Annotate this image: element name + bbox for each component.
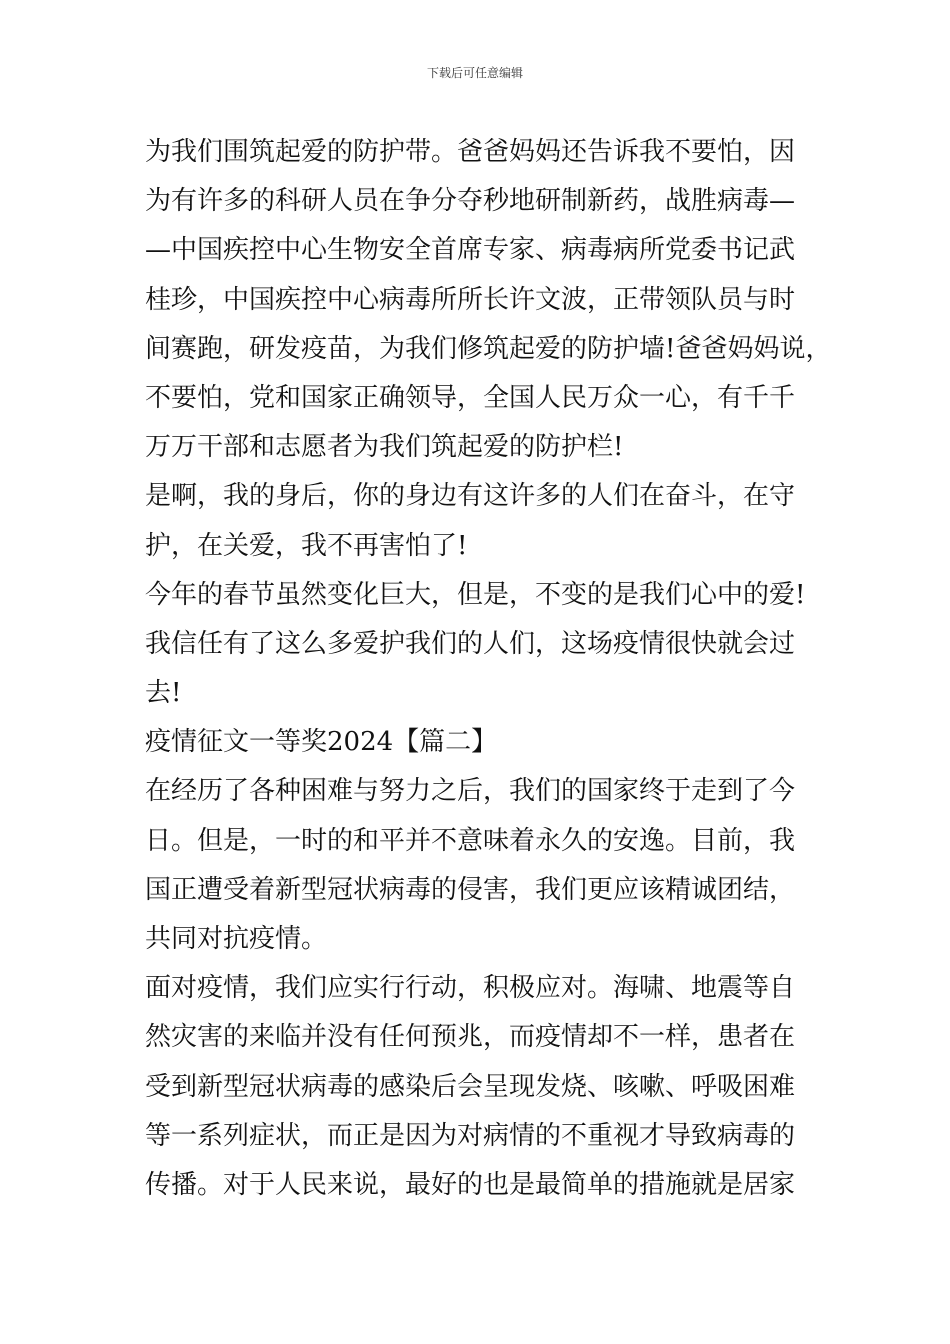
text-line: 共同对抗疫情。: [145, 924, 328, 954]
text-line: 我信任有了这么多爱护我们的人们，这场疫情很快就会过: [145, 628, 796, 659]
page-header: 下载后可任意编辑: [426, 66, 523, 80]
text-line: 桂珍，中国疾控中心病毒所所长许文波，正带领队员与时: [145, 284, 796, 315]
text-line: 今年的春节虽然变化巨大，但是，不变的是我们心中的爱!: [145, 579, 806, 610]
text-line: 国正遭受着新型冠状病毒的侵害，我们更应该精诚团结，: [145, 874, 796, 905]
text-line: 间赛跑，研发疫苗，为我们修筑起爱的防护墙!爸爸妈妈说，: [145, 333, 832, 364]
text-line: 为我们围筑起爱的防护带。爸爸妈妈还告诉我不要怕，因: [145, 137, 796, 167]
text-line: 传播。对于人民来说，最好的也是最简单的措施就是居家: [145, 1169, 796, 1200]
text-line: 日。但是，一时的和平并不意味着永久的安逸。目前，我: [145, 825, 796, 856]
text-line: 是啊，我的身后，你的身边有这许多的人们在奋斗，在守: [145, 481, 796, 512]
text-line: 等一系列症状，而正是因为对病情的不重视才导致病毒的: [145, 1120, 796, 1151]
text-line: 面对疫情，我们应实行行动，积极应对。海啸、地震等自: [145, 973, 796, 1004]
text-line: 去!: [145, 678, 182, 709]
text-line: 护，在关爱，我不再害怕了!: [145, 530, 468, 561]
text-line: 不要怕，党和国家正确领导，全国人民万众一心，有千千: [145, 382, 796, 413]
text-line: 然灾害的来临并没有任何预兆，而疫情却不一样，患者在: [145, 1022, 796, 1053]
document-body: [145, 128, 832, 1210]
text-line: 为有许多的科研人员在争分夺秒地研制新药，战胜病毒—: [145, 186, 796, 217]
text-line: 万万干部和志愿者为我们筑起爱的防护栏!: [145, 432, 624, 463]
text-line: 在经历了各种困难与努力之后，我们的国家终于走到了今: [145, 776, 796, 807]
text-line: —中国疾控中心生物安全首席专家、病毒病所党委书记武: [145, 235, 796, 266]
text-line: 受到新型冠状病毒的感染后会呈现发烧、咳嗽、呼吸困难: [145, 1071, 796, 1102]
section-heading: 疫情征文一等奖2024【篇二】: [145, 727, 498, 758]
